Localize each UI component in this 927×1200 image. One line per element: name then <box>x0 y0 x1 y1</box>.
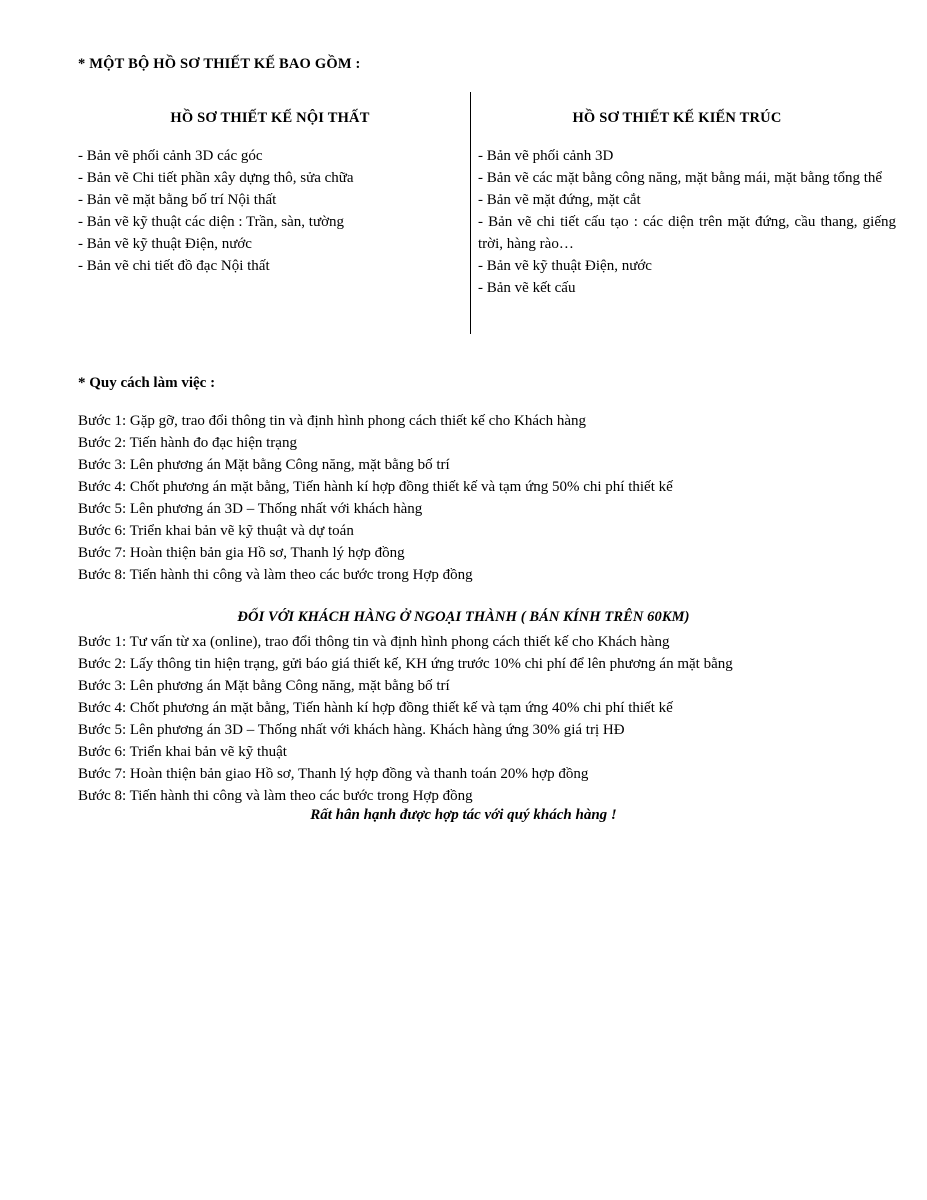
list-item: - Bản vẽ kết cấu <box>478 280 576 296</box>
step-item: Bước 6: Triển khai bản vẽ kỹ thuật <box>78 744 287 760</box>
list-item: - Bản vẽ các mặt bằng công năng, mặt bằng mái, mặt bằng tổng thể <box>478 170 883 186</box>
step-item: Bước 8: Tiến hành thi công và làm theo các bước trong Hợp đồng <box>78 788 473 804</box>
step-item: Bước 6: Triển khai bản vẽ kỹ thuật và dự toán <box>78 523 354 539</box>
step-item: Bước 2: Lấy thông tin hiện trạng, gửi báo giá thiết kế, KH ứng trước 10% chi phí để lên phương án mặt bằng <box>78 656 733 672</box>
step-item: Bước 5: Lên phương án 3D – Thống nhất với khách hàng. Khách hàng ứng 30% giá trị HĐ <box>78 722 625 738</box>
architecture-design-column <box>478 110 896 299</box>
interior-design-column <box>78 110 458 277</box>
list-item: - Bản vẽ kỹ thuật Điện, nước <box>78 236 252 252</box>
list-item: - Bản vẽ phối cảnh 3D <box>478 148 614 164</box>
list-item: - Bản vẽ mặt đứng, mặt cắt <box>478 192 641 208</box>
list-item: - Bản vẽ phối cảnh 3D các góc <box>78 148 263 164</box>
list-item: - Bản vẽ mặt bằng bố trí Nội thất <box>78 192 277 208</box>
step-item: Bước 7: Hoàn thiện bản gia Hồ sơ, Thanh lý hợp đồng <box>78 545 405 561</box>
step-item: Bước 2: Tiến hành đo đạc hiện trạng <box>78 435 297 451</box>
list-item: - Bản vẽ chi tiết cấu tạo : các diện trên mặt đứng, cầu thang, giếng trời, hàng rào… <box>478 214 896 252</box>
closing-message: Rất hân hạnh được hợp tác với quý khách hàng ! <box>310 807 617 823</box>
interior-design-list <box>78 145 458 277</box>
step-item: Bước 8: Tiến hành thi công và làm theo các bước trong Hợp đồng <box>78 567 473 583</box>
list-item: - Bản vẽ kỹ thuật các diện : Trần, sàn, tường <box>78 214 345 230</box>
step-item: Bước 5: Lên phương án 3D – Thống nhất với khách hàng <box>78 501 423 517</box>
step-item: Bước 3: Lên phương án Mặt bằng Công năng, mặt bằng bố trí <box>78 678 450 694</box>
step-item: Bước 1: Tư vấn từ xa (online), trao đổi thông tin và định hình phong cách thiết kế cho Khách hàng <box>78 634 670 650</box>
list-item: - Bản vẽ chi tiết đồ đạc Nội thất <box>78 258 270 274</box>
column-divider <box>470 92 471 334</box>
step-item: Bước 3: Lên phương án Mặt bằng Công năng, mặt bằng bố trí <box>78 457 450 473</box>
architecture-design-title: HỒ SƠ THIẾT KẾ KIẾN TRÚC <box>572 110 782 126</box>
workflow-steps <box>78 410 673 586</box>
document-heading: * MỘT BỘ HỒ SƠ THIẾT KẾ BAO GỒM : <box>78 56 361 72</box>
step-item: Bước 7: Hoàn thiện bản giao Hồ sơ, Thanh lý hợp đồng và thanh toán 20% hợp đồng <box>78 766 589 782</box>
list-item: - Bản vẽ Chi tiết phần xây dựng thô, sửa chữa <box>78 170 354 186</box>
architecture-design-list <box>478 145 896 299</box>
workflow-heading: * Quy cách làm việc : <box>78 375 216 391</box>
step-item: Bước 4: Chốt phương án mặt bằng, Tiến hành kí hợp đồng thiết kế và tạm ứng 40% chi phí thiết kế <box>78 700 673 716</box>
step-item: Bước 1: Gặp gỡ, trao đổi thông tin và định hình phong cách thiết kế cho Khách hàng <box>78 413 587 429</box>
step-item: Bước 4: Chốt phương án mặt bằng, Tiến hành kí hợp đồng thiết kế và tạm ứng 50% chi phí thiết kế <box>78 479 673 495</box>
outer-city-steps <box>78 631 733 807</box>
list-item: - Bản vẽ kỹ thuật Điện, nước <box>478 258 652 274</box>
outer-city-heading: ĐỐI VỚI KHÁCH HÀNG Ở NGOẠI THÀNH ( BÁN KÍNH TRÊN 60KM) <box>237 609 690 625</box>
interior-design-title: HỒ SƠ THIẾT KẾ NỘI THẤT <box>170 110 370 126</box>
